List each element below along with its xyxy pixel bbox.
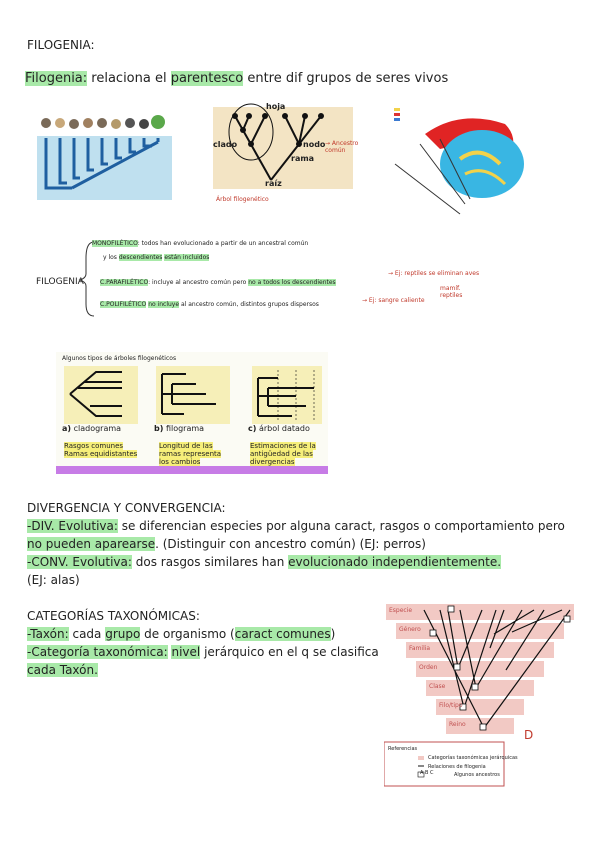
type-c-letter: c) bbox=[248, 424, 257, 433]
type-a-name: cladograma bbox=[73, 424, 122, 433]
label-nodo: nodo bbox=[303, 140, 326, 149]
term-filogenia: Filogenia: bbox=[25, 71, 88, 86]
type-c-desc1: Estimaciones de la bbox=[250, 442, 316, 450]
poli-note: → Ej: sangre caliente bbox=[362, 297, 425, 304]
tax-level-4: Clase bbox=[429, 683, 446, 690]
mono-line-2 bbox=[103, 254, 209, 261]
independiente-hl: evolucionado independientemente. bbox=[288, 555, 502, 569]
mono-line-1 bbox=[92, 240, 308, 247]
type-c-header bbox=[248, 424, 310, 433]
annotation-ancestro-comun: → Ancestro común bbox=[325, 140, 359, 154]
type-b-desc3: los cambios bbox=[159, 458, 201, 466]
def-text-2: entre dif grupos de seres vivos bbox=[243, 71, 449, 86]
divergence-line-1 bbox=[27, 517, 565, 535]
type-a-desc1: Rasgos comunes bbox=[64, 442, 124, 450]
animals-cladogram-figure bbox=[32, 108, 177, 203]
poli-desc: al ancestro común, distintos grupos dispersos bbox=[180, 301, 319, 308]
nivel-hl: nivel bbox=[171, 645, 201, 659]
cada-taxon-hl: cada Taxón. bbox=[27, 663, 98, 677]
para-line bbox=[100, 279, 336, 286]
divergence-line-4: (EJ: alas) bbox=[27, 573, 80, 587]
type-a-letter: a) bbox=[62, 424, 72, 433]
mono-desc: : todos han evolucionado a partir de un ancestral común bbox=[137, 240, 309, 247]
node-c: C bbox=[430, 770, 434, 776]
tax-level-0: Especie bbox=[389, 607, 413, 614]
tax-legend-3: Algunos ancestros bbox=[454, 772, 500, 778]
type-c-desc3: divergencias bbox=[250, 458, 295, 466]
tax-legend-2: Relaciones de filogenia bbox=[428, 764, 486, 770]
mono-incluidos: están incluidos bbox=[164, 254, 210, 261]
type-c-desc2: antigüedad de las bbox=[250, 450, 313, 458]
tax-l1-f: ) bbox=[330, 627, 336, 641]
term-parentesco: parentesco bbox=[170, 71, 244, 86]
taxon-term: -Taxón: bbox=[27, 627, 69, 641]
para-note: → Ej: reptiles se eliminan aves bbox=[388, 270, 480, 277]
node-b: B bbox=[425, 770, 429, 776]
tree-types-title: Algunos tipos de árboles filogenéticos bbox=[62, 355, 177, 362]
div-l3-text: dos rasgos similares han bbox=[131, 555, 289, 569]
poli-hl: no incluye bbox=[148, 301, 180, 308]
tree-caption: Árbol filogenético bbox=[216, 196, 269, 203]
poli-term: C.POLIFILÉTICO bbox=[100, 301, 147, 308]
label-hoja: hoja bbox=[266, 102, 286, 111]
type-b-name: filograma bbox=[165, 424, 205, 433]
tax-mark: D bbox=[524, 728, 534, 742]
para-term: C.PARAFILÉTICO bbox=[100, 279, 149, 286]
tax-l1-b: cada bbox=[68, 627, 106, 641]
animals-cladogram-image bbox=[32, 108, 177, 203]
evolution-color-diagram bbox=[390, 104, 530, 219]
node-a: A bbox=[420, 770, 424, 776]
div-evolutiva-term: -DIV. Evolutiva: bbox=[27, 519, 118, 533]
label-clado: clado bbox=[213, 140, 238, 149]
categoria-term: -Categoría taxonómica: bbox=[27, 645, 168, 659]
taxonomy-line-2 bbox=[27, 643, 379, 661]
tax-legend-1: Categorías taxonómicas jerárquicas bbox=[428, 755, 518, 761]
para-desc: : incluye al ancestro común pero bbox=[148, 279, 247, 286]
taxonomy-pyramid-figure bbox=[384, 604, 576, 788]
taxonomy-heading: CATEGORÍAS TAXONÓMICAS: bbox=[27, 609, 200, 623]
poli-note-2: mamíf. reptiles bbox=[440, 285, 463, 299]
type-b-desc1: Longitud de las bbox=[159, 442, 213, 450]
taxonomy-line-1 bbox=[27, 625, 335, 643]
def-text-1: relaciona el bbox=[87, 71, 171, 86]
div-l2-text: . (Distinguir con ancestro común) (EJ: perros) bbox=[155, 537, 426, 551]
tax-l2-d: jerárquico en el q se clasifica bbox=[200, 645, 379, 659]
taxonomy-line-3 bbox=[27, 661, 98, 679]
tax-legend-nodes bbox=[420, 770, 434, 776]
divergence-heading: DIVERGENCIA Y CONVERGENCIA: bbox=[27, 501, 226, 515]
definition-line bbox=[25, 70, 448, 88]
mono-term: MONOFILÉTICO bbox=[92, 240, 138, 247]
label-raiz: raíz bbox=[265, 179, 282, 188]
tax-l1-d: de organismo ( bbox=[140, 627, 235, 641]
type-b-desc2: ramas representa bbox=[159, 450, 222, 458]
tree-anatomy-diagram bbox=[213, 102, 358, 210]
grupo-hl: grupo bbox=[105, 627, 141, 641]
caract-comunes-hl: caract comunes bbox=[234, 627, 331, 641]
divergence-line-3 bbox=[27, 553, 501, 571]
evolution-color-figure bbox=[390, 104, 530, 219]
tax-legend-title: Referencias bbox=[388, 746, 418, 752]
mono-descendientes: descendientes bbox=[118, 254, 163, 261]
type-c-name: árbol datado bbox=[258, 424, 310, 433]
para-hl: no a todos los descendientes bbox=[248, 279, 336, 286]
type-b-letter: b) bbox=[154, 424, 164, 433]
tree-anatomy-figure bbox=[213, 102, 358, 210]
notes-brace bbox=[78, 238, 98, 318]
type-a-header bbox=[62, 424, 121, 433]
mono-c: y los bbox=[103, 254, 117, 261]
div-l1-text: se diferencian especies por alguna caract, rasgos o comportamiento pero bbox=[117, 519, 565, 533]
purple-bar bbox=[56, 466, 328, 474]
tax-level-6: Reino bbox=[449, 721, 466, 728]
tree-types-figure bbox=[56, 352, 328, 474]
type-a-desc2: Ramas equidistantes bbox=[64, 450, 138, 458]
type-b-header bbox=[154, 424, 204, 433]
tax-level-2: Familia bbox=[409, 645, 431, 652]
poli-line bbox=[100, 301, 319, 308]
notes-root-label: FILOGENIA bbox=[36, 277, 84, 287]
page-title: FILOGENIA: bbox=[27, 38, 95, 52]
no-aparearse-hl: no pueden aparearse bbox=[27, 537, 156, 551]
tax-level-3: Orden bbox=[419, 664, 438, 671]
tax-level-5: Filo/tipo bbox=[439, 702, 463, 709]
conv-evolutiva-term: -CONV. Evolutiva: bbox=[27, 555, 132, 569]
divergence-line-2 bbox=[27, 535, 426, 553]
label-rama: rama bbox=[291, 154, 315, 163]
tax-level-1: Género bbox=[399, 626, 421, 633]
tree-types-diagrams bbox=[56, 364, 328, 426]
